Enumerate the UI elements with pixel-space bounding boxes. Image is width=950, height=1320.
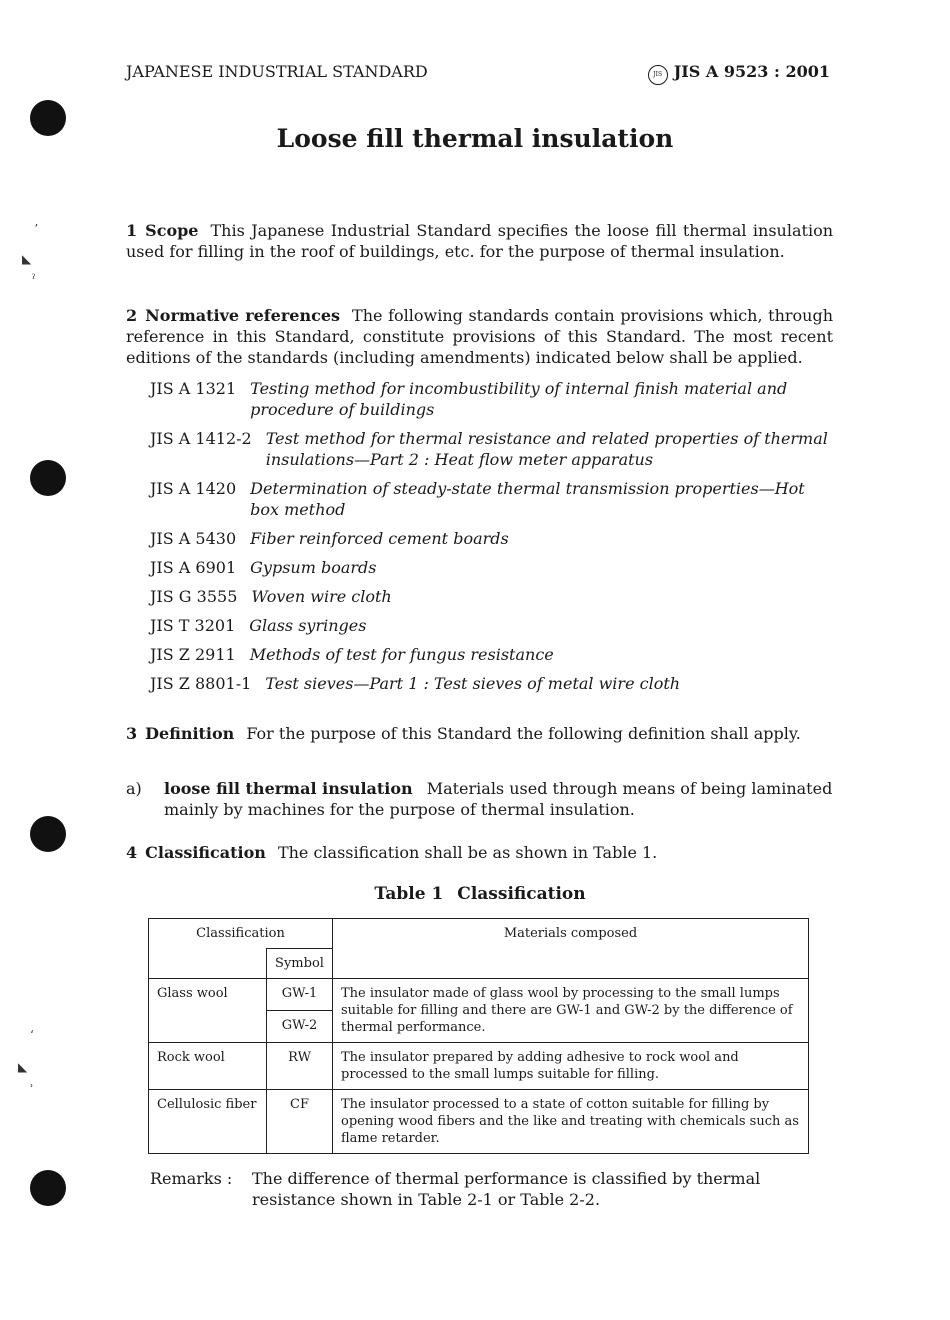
section-text: The classification shall be as shown in Table 1. (277, 843, 658, 862)
scan-speck: ˀ (32, 272, 36, 286)
reference-item (150, 673, 833, 694)
reference-item (150, 528, 833, 549)
table-row (149, 1090, 809, 1154)
reference-code: JIS T 3201 (150, 616, 236, 635)
section-number: 3 (126, 724, 138, 743)
jis-mark-icon: JIS (648, 65, 668, 85)
classification-symbol: GW-1 (267, 979, 333, 1011)
reference-title: Woven wire cloth (251, 587, 392, 606)
section-text: This Japanese Industrial Standard specifies the loose fill thermal insulation used for filling in the roof of buildings, etc. for the purpose of thermal insulation. (126, 221, 833, 261)
classification-symbol: RW (267, 1043, 333, 1090)
scan-speck: ʼ (34, 222, 38, 236)
remarks-label: Remarks : (150, 1169, 233, 1188)
reference-title: Test sieves—Part 1 : Test sieves of metal wire cloth (265, 674, 681, 693)
reference-code: JIS A 5430 (150, 529, 237, 548)
classification-name: Cellulosic fiber (149, 1090, 267, 1154)
header-symbol: Symbol (267, 949, 333, 979)
reference-item (150, 586, 833, 607)
definition-item (126, 778, 833, 820)
section-heading: Definition (145, 724, 235, 743)
classification-symbol: CF (267, 1090, 333, 1154)
reference-code: JIS A 1412-2 (150, 429, 252, 448)
scan-speck: ʻ (30, 1028, 34, 1042)
classification-table (148, 918, 809, 1154)
classification-symbol: GW-2 (267, 1011, 333, 1043)
reference-item (150, 478, 833, 520)
item-label: a) (126, 779, 142, 798)
table-title: Classification (457, 884, 586, 904)
binder-hole (30, 816, 66, 852)
section-heading: Scope (145, 221, 199, 240)
section-text: The following standards contain provisions which, through reference in this Standard, constitute provisions of this Standard. The most recent editions of the standards (including amendments) indicated below shall be applied. (126, 306, 834, 367)
reference-title: Testing method for incombustibility of internal finish material and procedure of buildings (250, 379, 788, 419)
header-standard-number (648, 62, 830, 85)
table-caption (0, 884, 950, 904)
reference-title: Methods of test for fungus resistance (249, 645, 554, 664)
classification-name: Glass wool (149, 979, 267, 1043)
section-normative-references (126, 305, 833, 368)
reference-item (150, 378, 833, 420)
reference-item (150, 615, 833, 636)
reference-code: JIS G 3555 (150, 587, 238, 606)
reference-title: Test method for thermal resistance and related properties of thermal insulations—Part 2 : Heat flow meter apparatus (265, 429, 828, 469)
section-heading: Normative references (145, 306, 341, 325)
definition-text: Materials used through means of being laminated mainly by machines for the purpose of thermal insulation. (164, 779, 833, 819)
remarks-text: The difference of thermal performance is classified by thermal resistance shown in Table 2-1 or Table 2-2. (252, 1169, 761, 1209)
section-number: 2 (126, 306, 138, 325)
section-scope (126, 220, 833, 262)
section-number: 1 (126, 221, 138, 240)
reference-title: Fiber reinforced cement boards (250, 529, 509, 548)
materials-description: The insulator prepared by adding adhesive to rock wool and processed to the small lumps suitable for filling. (333, 1043, 809, 1090)
section-heading: Classification (145, 843, 266, 862)
table-number: Table 1 (374, 884, 444, 904)
reference-code: JIS A 1321 (150, 379, 237, 398)
header-materials: Materials composed (333, 919, 809, 979)
section-number: 4 (126, 843, 138, 862)
materials-description: The insulator made of glass wool by processing to the small lumps suitable for filling and there are GW-1 and GW-2 by the difference of thermal performance. (333, 979, 809, 1043)
table-remarks (150, 1168, 810, 1210)
section-definition (126, 723, 833, 744)
reference-title: Determination of steady-state thermal transmission properties—Hot box method (250, 479, 805, 519)
section-text: For the purpose of this Standard the following definition shall apply. (246, 724, 801, 743)
reference-list (150, 378, 833, 702)
table-row (149, 979, 809, 1011)
table-header-row (149, 919, 809, 949)
header-classification: Classification (149, 919, 333, 949)
reference-code: JIS A 6901 (150, 558, 237, 577)
header-organization: JAPANESE INDUSTRIAL STANDARD (126, 62, 428, 81)
materials-description: The insulator processed to a state of cotton suitable for filling by opening wood fibers and the like and treating with chemicals such as flame retarder. (333, 1090, 809, 1154)
page-header (126, 62, 830, 86)
reference-code: JIS A 1420 (150, 479, 237, 498)
section-classification (126, 842, 833, 863)
scan-speck: ◣ (18, 1060, 28, 1074)
reference-title: Gypsum boards (250, 558, 377, 577)
reference-item (150, 644, 833, 665)
binder-hole (30, 1170, 66, 1206)
defined-term: loose fill thermal insulation (164, 779, 413, 798)
reference-item (150, 557, 833, 578)
reference-item (150, 428, 833, 470)
scan-speck: ◣ (22, 252, 32, 266)
document-title: Loose fill thermal insulation (276, 124, 674, 153)
reference-code: JIS Z 8801-1 (150, 674, 252, 693)
reference-code: JIS Z 2911 (150, 645, 236, 664)
reference-title: Glass syringes (249, 616, 367, 635)
binder-hole (30, 460, 66, 496)
table-row (149, 1043, 809, 1090)
scan-speck: ʾ (30, 1082, 34, 1096)
classification-name: Rock wool (149, 1043, 267, 1090)
standard-id: JIS A 9523 : 2001 (673, 62, 830, 81)
